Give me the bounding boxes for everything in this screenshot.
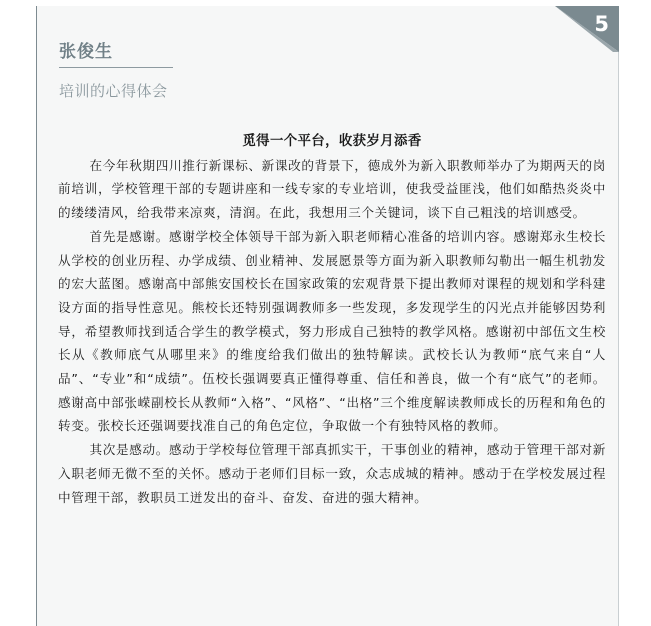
article-paragraph: 在今年秋期四川推行新课标、新课改的背景下，德成外为新入职教师举办了为期两天的岗前培训，学校管理干部的专题讲座和一线专家的专业培训，使我受益匪浅，他们如酷热炎炎中的缕缕清风，给我带来凉爽，清润。在此，我想用三个关键词，谈下自己粗浅的培训感受。 [58,157,606,221]
document-page [36,6,619,626]
article-body [58,130,606,509]
page-corner-fold [555,6,619,52]
article-paragraph: 其次是感动。感动于学校每位管理干部真抓实干，干事创业的精神，感动于管理干部对新入职老师无微不至的关怀。感动于老师们目标一致，众志成城的精神。感动于在学校发展过程中管理干部，教职员工迸发出的奋斗、奋发、奋进的强大精神。 [58,442,606,505]
author-name: 张俊生 [59,42,113,62]
article-title: 觅得一个平台，收获岁月添香 [242,134,422,149]
section-subtitle: 培训的心得体会 [59,82,168,100]
page-number-tab [555,6,619,52]
header-divider [59,67,173,68]
article-paragraph: 首先是感谢。感谢学校全体领导干部为新入职老师精心准备的培训内容。感谢郑永生校长从学校的创业历程、办学成绩、创业精神、发展愿景等方面为新入职教师勾勒出一幅生机勃发的宏大蓝图。感谢高中部熊安国校长在国家政策的宏观背景下提出教师对课程的规划和学科建设方面的指导性意见。熊校长还特别强调教师多一些发现，多发现学生的闪光点并能够因势利导，希望教师找到适合学生的教学模式，努力形成自己独特的教学风格。感谢初中部伍文生校长从《教师底气从哪里来》的维度给我们做出的独特解读。武校长认为教师“底气来自“人品”、“专业”和“成绩”。伍校长强调要真正懂得尊重、信任和善良，做一个有“底气”的老师。感谢高中部张嵘副校长从教师“入格”、“风格”、“出格”三个维度解读教师成长的历程和角色的转变。张校长还强调要找准自己的角色定位，争取做一个有独特风格的教师。 [58,228,606,434]
page-number: 5 [594,12,609,36]
